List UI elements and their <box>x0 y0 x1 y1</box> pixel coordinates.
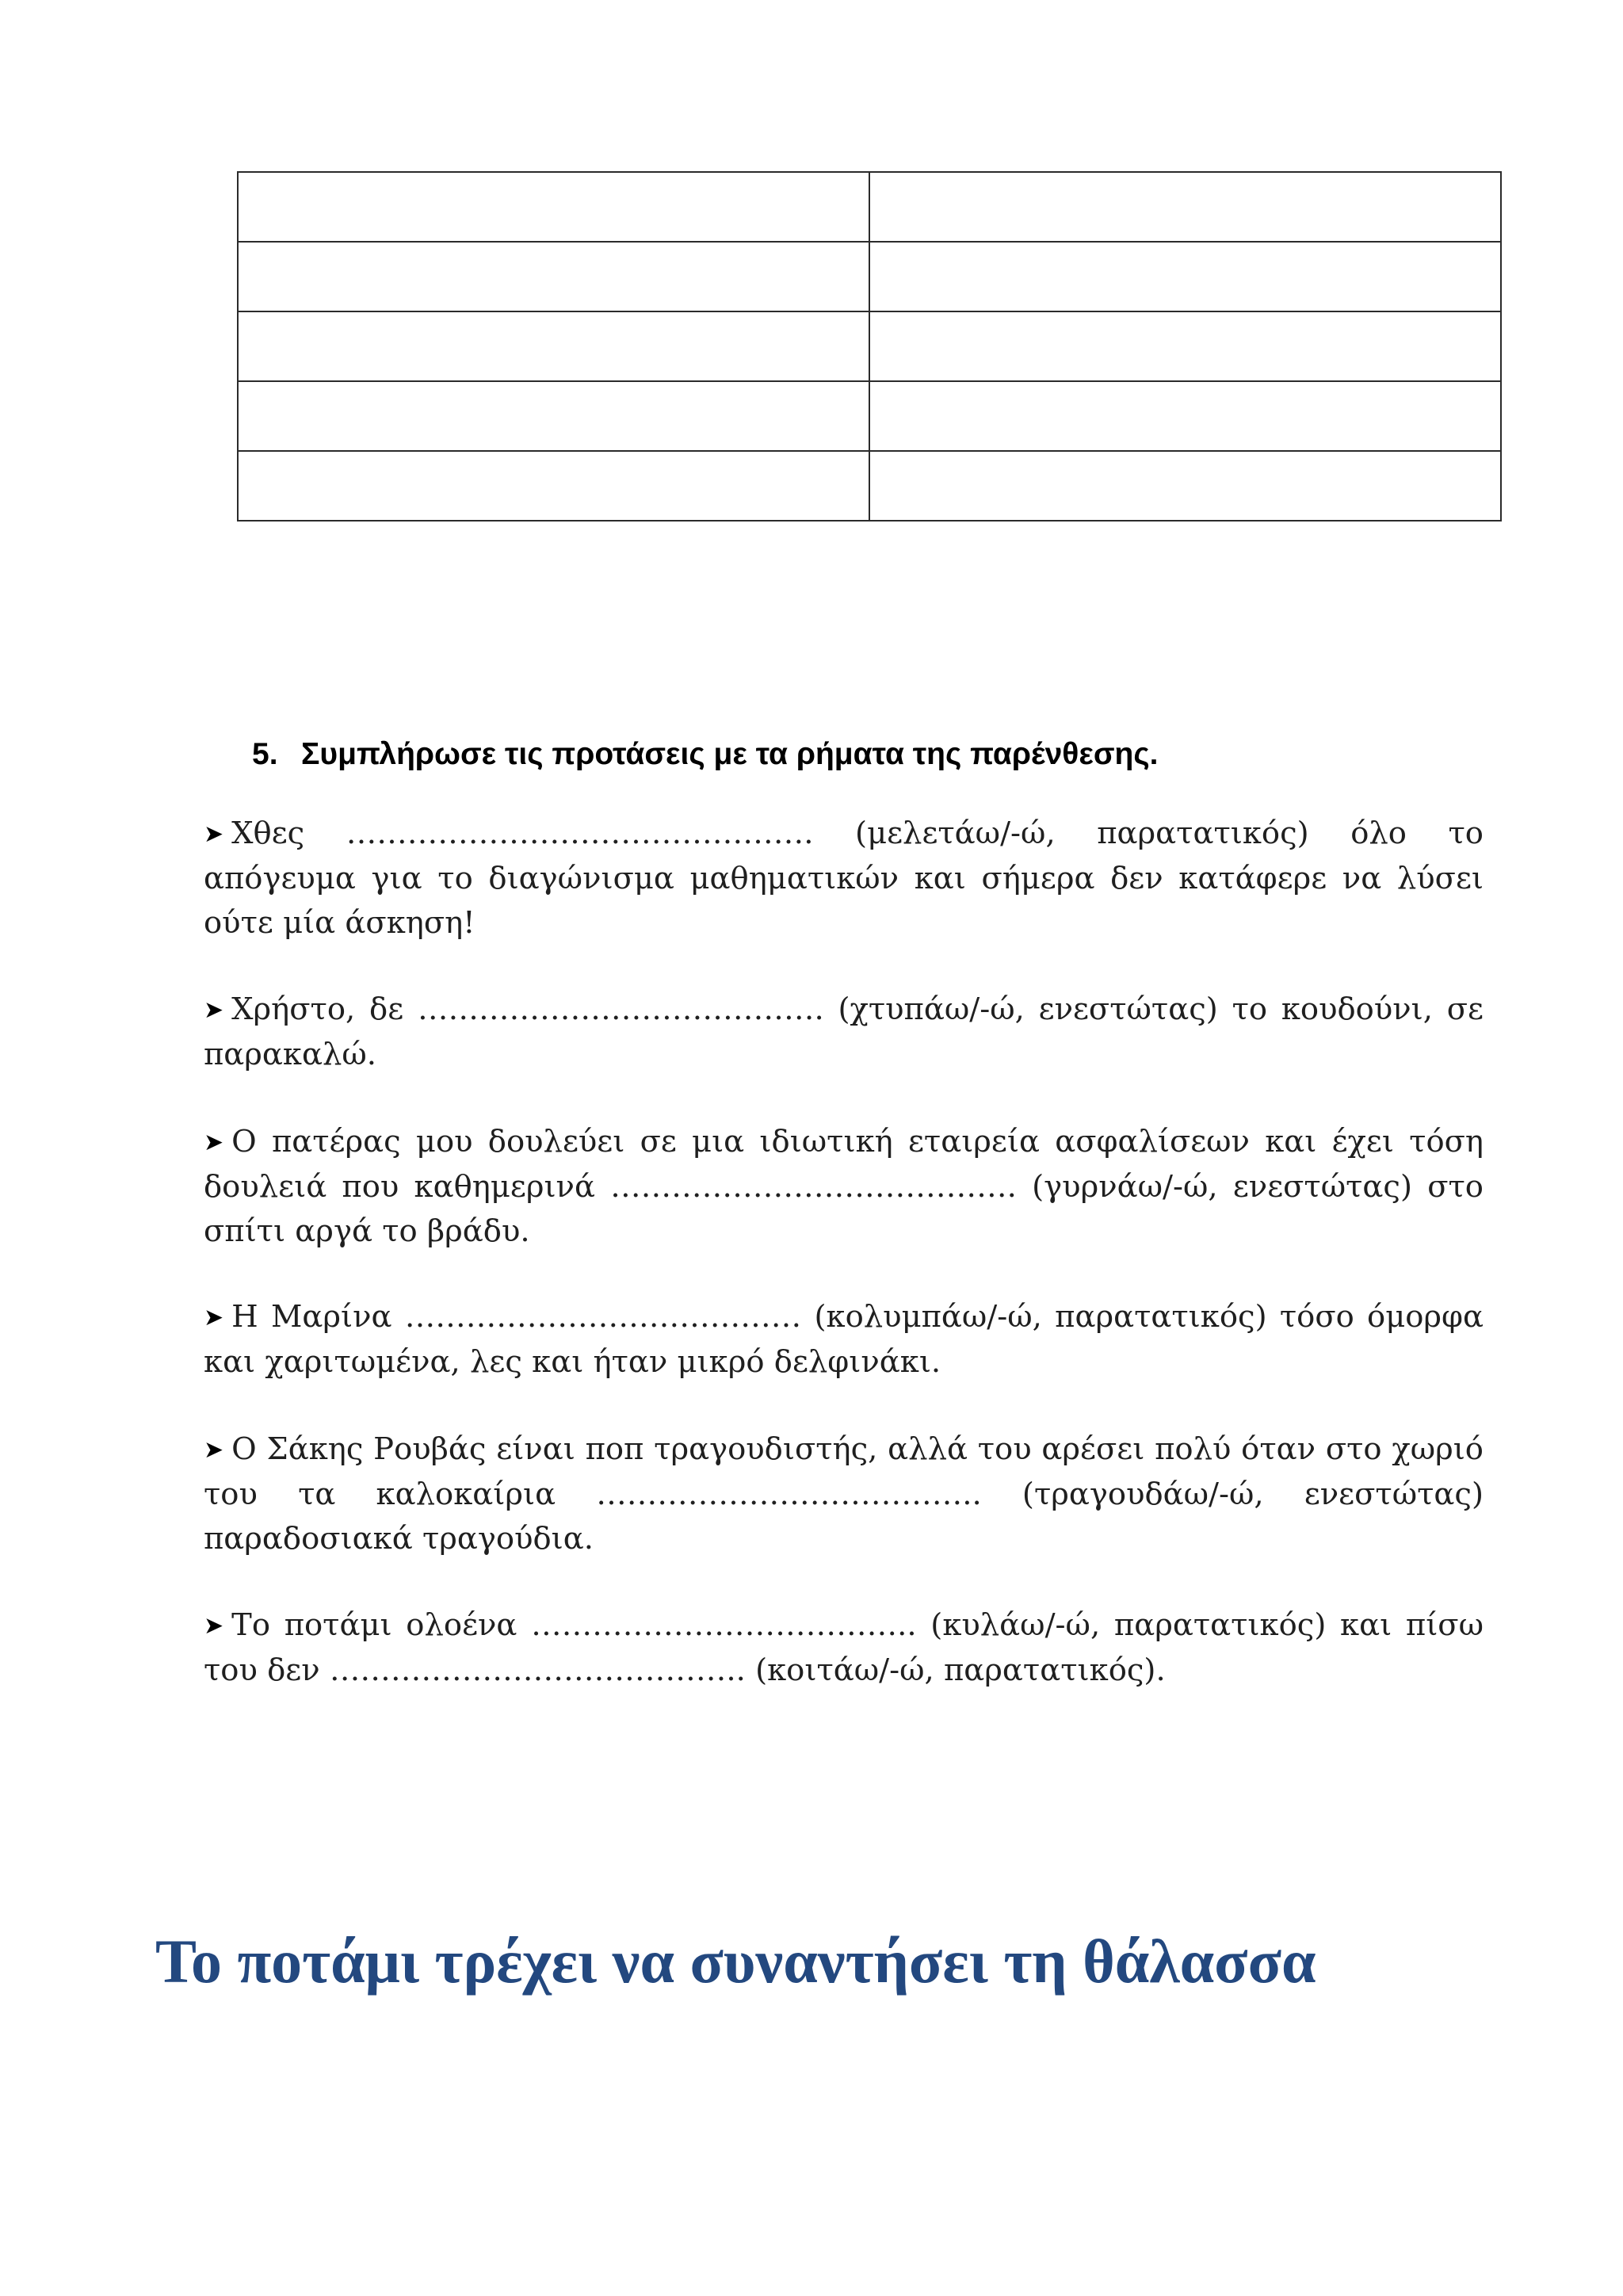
table-row <box>238 451 1501 521</box>
arrowhead-right-icon: ➤ <box>204 996 224 1024</box>
exercise-sentence-5 <box>204 1427 1484 1561</box>
sentence-text: Η Μαρίνα ………………………………… (κολυμπάω/-ώ, παρατατικός) τόσο όμορφα και χαριτωμένα, λες και ήταν μικρό δελφινάκι. <box>204 1299 1484 1380</box>
sentence-text: Το ποτάμι ολοένα ……………………………….. (κυλάω/-ώ, παρατατικός) και πίσω του δεν ………………………………….. (κοιτάω/-ώ, παρατατικός). <box>204 1607 1484 1688</box>
table-row <box>238 172 1501 242</box>
arrowhead-right-icon: ➤ <box>204 820 224 848</box>
table-cell[interactable] <box>238 242 869 311</box>
table-cell[interactable] <box>869 172 1501 242</box>
table-cell[interactable] <box>238 311 869 381</box>
table-cell[interactable] <box>869 451 1501 521</box>
sentence-text: Χθες ………………………………………. (μελετάω/-ώ, παρατατικός) όλο το απόγευμα για το διαγώνισμα μαθηματικών και σήμερα δεν κατάφερε να λύσει ούτε μία άσκηση! <box>204 816 1484 941</box>
exercise-sentence-6 <box>204 1603 1484 1693</box>
table-row <box>238 311 1501 381</box>
table-cell[interactable] <box>238 381 869 451</box>
table-cell[interactable] <box>869 381 1501 451</box>
exercise-heading <box>252 737 1488 772</box>
table-cell[interactable] <box>869 311 1501 381</box>
arrowhead-right-icon: ➤ <box>204 1129 224 1156</box>
exercise-sentence-3 <box>204 1120 1484 1254</box>
table-row <box>238 381 1501 451</box>
arrowhead-right-icon: ➤ <box>204 1612 224 1640</box>
sentence-text: Ο Σάκης Ρουβάς είναι ποπ τραγουδιστής, αλλά του αρέσει πολύ όταν στο χωριό του τα καλοκαίρια ……………………………….. (τραγουδάω/-ώ, ενεστώτας) παραδοσιακά τραγούδια. <box>204 1431 1484 1557</box>
sentence-text: Χρήστο, δε …………………………………. (χτυπάω/-ώ, ενεστώτας) το κουδούνι, σε παρακαλώ. <box>204 991 1484 1072</box>
sentence-text: Ο πατέρας μου δουλεύει σε μια ιδιωτική εταιρεία ασφαλίσεων και έχει τόση δουλειά που καθημερινά …………………………………. (γυρνάω/-ώ, ενεστώτας) στο σπίτι αργά το βράδυ. <box>204 1124 1484 1249</box>
arrowhead-right-icon: ➤ <box>204 1436 224 1464</box>
exercise-number: 5. <box>252 737 278 771</box>
answer-table <box>237 171 1502 521</box>
exercise-sentence-2 <box>204 988 1484 1077</box>
exercise-sentence-1 <box>204 812 1484 946</box>
table-cell[interactable] <box>869 242 1501 311</box>
table-cell[interactable] <box>238 451 869 521</box>
table-cell[interactable] <box>238 172 869 242</box>
table-row <box>238 242 1501 311</box>
section-title: Το ποτάμι τρέχει να συναντήσει τη θάλασσα <box>155 1927 1316 1996</box>
arrowhead-right-icon: ➤ <box>204 1304 224 1331</box>
exercise-heading-text: Συμπλήρωσε τις προτάσεις με τα ρήματα της παρένθεσης. <box>301 737 1159 771</box>
exercise-sentence-4 <box>204 1295 1484 1385</box>
